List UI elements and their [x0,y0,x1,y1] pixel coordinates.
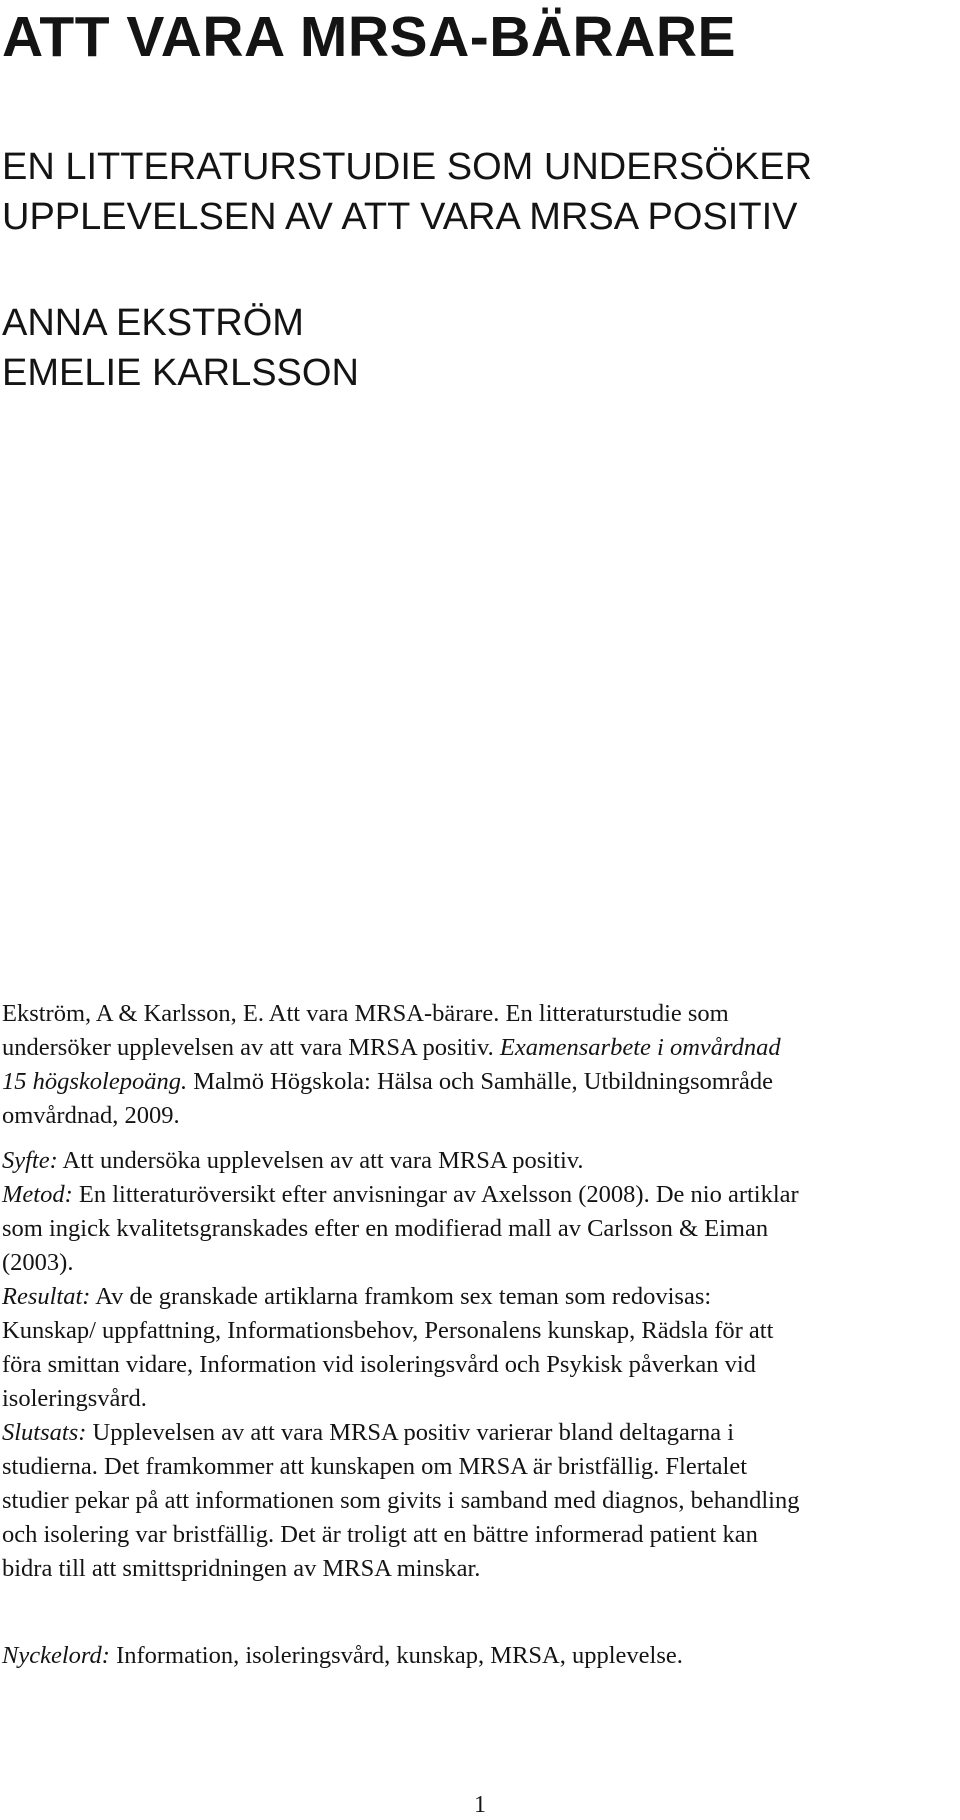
slutsats-line: studierna. Det framkommer att kunskapen om MRSA är bristfällig. Flertalet [2,1453,748,1480]
slutsats-line: studier pekar på att informationen som givits i samband med diagnos, behandling [2,1487,800,1514]
citation-line: Ekström, A & Karlsson, E. Att vara MRSA-bärare. En litteraturstudie som [2,1000,729,1027]
resultat-line [2,1280,799,1314]
resultat-label: Resultat: [2,1283,91,1310]
document-title: ATT VARA MRSA-BÄRARE [2,5,737,69]
slutsats-line: bidra till att smittspridningen av MRSA minskar. [2,1555,481,1582]
citation-line: omvårdnad, 2009. [2,1102,180,1129]
keywords-text: Information, isoleringsvård, kunskap, MRSA, upplevelse. [109,1642,683,1669]
citation-text: undersöker upplevelsen av att vara MRSA positiv. [2,1034,500,1061]
author-name: ANNA EKSTRÖM [2,302,304,344]
resultat-line: föra smittan vidare, Information vid isoleringsvård och Psykisk påverkan vid [2,1351,756,1378]
subtitle-line-1: EN LITTERATURSTUDIE SOM UNDERSÖKER [2,146,813,188]
metod-line: som ingick kvalitetsgranskades efter en modifierad mall av Carlsson & Eiman [2,1215,769,1242]
subtitle-line-2: UPPLEVELSEN AV ATT VARA MRSA POSITIV [2,196,798,238]
slutsats-line [2,1416,799,1450]
citation-italic-text: 15 högskolepoäng. [2,1068,188,1095]
metod-line [2,1178,799,1212]
metod-text: En litteraturöversikt efter anvisningar av Axelsson (2008). De nio artiklar [72,1181,799,1208]
keywords-line [2,1639,683,1673]
page-number: 1 [474,1792,486,1818]
keywords-label: Nyckelord: [2,1642,110,1669]
citation-line [2,1031,781,1065]
author-name: EMELIE KARLSSON [2,352,359,394]
abstract-section [2,1144,799,1586]
authors-block [2,298,359,398]
citation-line [2,1065,781,1099]
slutsats-line: och isolering var bristfällig. Det är troligt att en bättre informerad patient kan [2,1521,758,1548]
slutsats-label: Slutsats: [2,1419,87,1446]
citation-text: Malmö Högskola: Hälsa och Samhälle, Utbildningsområde [187,1068,773,1095]
resultat-text: Av de granskade artiklarna framkom sex teman som redovisas: [90,1283,712,1310]
syfte-line [2,1144,799,1178]
syfte-label: Syfte: [2,1147,58,1174]
slutsats-text: Upplevelsen av att vara MRSA positiv varierar bland deltagarna i [86,1419,735,1446]
document-subtitle [2,142,812,242]
resultat-line: Kunskap/ uppfattning, Informationsbehov, Personalens kunskap, Rädsla för att [2,1317,774,1344]
citation-italic-text: Examensarbete i omvårdnad [499,1034,781,1061]
citation-paragraph [2,997,781,1133]
resultat-line: isoleringsvård. [2,1385,147,1412]
syfte-text: Att undersöka upplevelsen av att vara MRSA positiv. [57,1147,584,1174]
metod-line: (2003). [2,1249,74,1276]
metod-label: Metod: [2,1181,73,1208]
